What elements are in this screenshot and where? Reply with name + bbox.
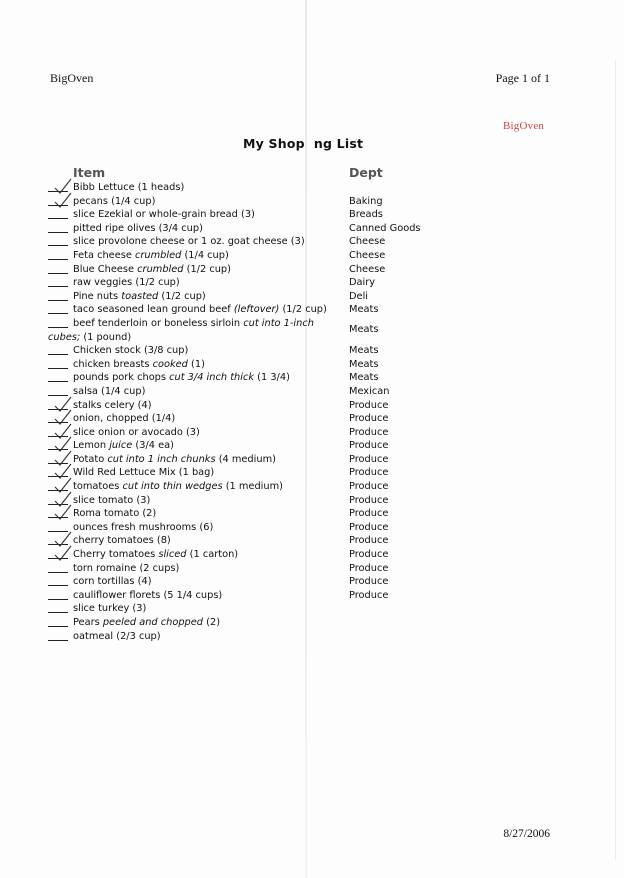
list-item [48, 303, 568, 317]
list-item [48, 602, 568, 616]
checkbox-line[interactable] [48, 249, 68, 260]
item-dept: Produce [349, 589, 389, 601]
checkbox-line[interactable] [48, 480, 68, 491]
checkbox-line[interactable] [48, 290, 68, 301]
item-dept: Produce [349, 467, 389, 479]
list-item [48, 575, 568, 589]
item-dept: Produce [349, 549, 389, 561]
column-header-item: Item [73, 165, 106, 180]
item-text: Lemon juice (3/4 ea) [73, 440, 174, 452]
item-text: slice turkey (3) [73, 603, 147, 615]
bigoven-logo: BigOven [503, 120, 545, 132]
item-dept: Produce [349, 440, 389, 452]
list-item [48, 616, 568, 630]
item-text: Feta cheese crumbled (1/4 cup) [73, 249, 229, 261]
checkbox-line[interactable] [48, 466, 68, 477]
checkbox-line[interactable] [48, 453, 68, 464]
item-text: Chicken stock (3/8 cup) [73, 345, 189, 357]
list-item [48, 371, 568, 385]
item-dept: Meats [349, 304, 379, 316]
checkbox-line[interactable] [48, 235, 68, 246]
list-item [48, 494, 568, 508]
item-dept: Produce [349, 562, 389, 574]
item-text: stalks celery (4) [73, 399, 152, 411]
item-text: pounds pork chops cut 3/4 inch thick (1 3/4) [73, 372, 290, 384]
list-item [48, 412, 568, 426]
item-text: Bibb Lettuce (1 heads) [73, 182, 185, 193]
item-dept: Produce [349, 494, 389, 506]
item-text: onion, chopped (1/4) [73, 413, 176, 425]
list-item [48, 195, 568, 209]
checkbox-line[interactable] [48, 222, 68, 233]
page-number: Page 1 of 1 [495, 71, 550, 85]
checkbox-line[interactable] [48, 602, 68, 613]
item-dept: Deli [349, 290, 369, 302]
item-dept: Produce [349, 535, 389, 547]
checkbox-line[interactable] [48, 344, 68, 355]
checkbox-line[interactable] [48, 548, 68, 559]
list-item [48, 263, 568, 277]
checkbox-line[interactable] [48, 276, 68, 287]
checkbox-line[interactable] [48, 439, 68, 450]
item-dept: Meats [349, 358, 379, 370]
item-text: taco seasoned lean ground beef (leftover) (1/2 cup) [73, 304, 327, 316]
item-text: raw veggies (1/2 cup) [73, 277, 180, 289]
list-item [48, 344, 568, 358]
checkbox-line[interactable] [48, 385, 68, 396]
list-item [48, 235, 568, 249]
checkbox-line[interactable] [48, 303, 68, 314]
list-item [48, 222, 568, 236]
item-dept: Meats [349, 345, 379, 357]
list-item [48, 358, 568, 372]
list-item [48, 521, 568, 535]
item-text: oatmeal (2/3 cup) [73, 630, 161, 642]
item-dept: Dairy [349, 277, 376, 289]
item-dept: Baking [349, 195, 383, 207]
item-dept: Produce [349, 481, 389, 493]
item-text: slice Ezekial or whole-grain bread (3) [73, 209, 255, 221]
checkbox-line[interactable] [48, 412, 68, 423]
checkbox-line[interactable] [48, 589, 68, 600]
item-text: corn tortillas (4) [73, 576, 152, 588]
checkbox-line[interactable] [48, 399, 68, 410]
checkbox-line[interactable] [48, 521, 68, 532]
item-dept: Produce [349, 399, 389, 411]
item-text: Potato cut into 1 inch chunks (4 medium) [73, 453, 276, 465]
print-date: 8/27/2006 [503, 828, 550, 840]
list-item [48, 385, 568, 399]
checkbox-line[interactable] [48, 630, 68, 641]
item-text: slice provolone cheese or 1 oz. goat cheese (3) [73, 236, 305, 248]
item-dept: Meats [349, 323, 379, 335]
list-item [48, 290, 568, 304]
column-header-dept: Dept [349, 165, 383, 180]
item-dept: Meats [349, 372, 379, 384]
item-text: slice tomato (3) [73, 494, 151, 506]
item-text: Pears peeled and chopped (2) [73, 617, 221, 628]
checkbox-line[interactable] [48, 575, 68, 586]
list-item [48, 589, 568, 603]
item-text: pecans (1/4 cup) [73, 195, 156, 207]
page-title: My Shop ng List [243, 136, 364, 151]
list-item [48, 317, 568, 344]
list-item [48, 439, 568, 453]
list-item [48, 453, 568, 467]
checkbox-line[interactable] [48, 195, 68, 206]
checkbox-line[interactable] [48, 208, 68, 219]
item-text: slice onion or avocado (3) [73, 426, 200, 438]
item-text: torn romaine (2 cups) [73, 562, 180, 574]
item-text: Wild Red Lettuce Mix (1 bag) [73, 467, 215, 479]
item-dept: Canned Goods [349, 222, 421, 234]
list-item [48, 507, 568, 521]
item-text: pitted ripe olives (3/4 cup) [73, 222, 203, 234]
item-dept: Produce [349, 426, 389, 438]
list-item [48, 276, 568, 290]
list-item [48, 480, 568, 494]
item-dept: Produce [349, 413, 389, 425]
item-dept: Produce [349, 521, 389, 533]
item-text: cauliflower florets (5 1/4 cups) [73, 589, 223, 601]
item-text: Roma tomato (2) [73, 508, 157, 520]
list-item [48, 630, 568, 644]
list-item [48, 426, 568, 440]
item-text: ounces fresh mushrooms (6) [73, 521, 214, 533]
checkbox-line[interactable] [48, 562, 68, 573]
item-text: tomatoes cut into thin wedges (1 medium) [73, 481, 283, 493]
list-item [48, 399, 568, 413]
item-text: salsa (1/4 cup) [73, 385, 146, 397]
checkbox-line[interactable] [48, 181, 68, 192]
checkbox-line[interactable] [48, 534, 68, 545]
item-dept: Cheese [349, 249, 386, 261]
item-dept: Cheese [349, 263, 386, 275]
item-text: Pine nuts toasted (1/2 cup) [73, 290, 206, 302]
checkbox-line[interactable] [48, 426, 68, 437]
site-name: BigOven [50, 71, 94, 85]
item-dept: Produce [349, 508, 389, 520]
list-item [48, 249, 568, 263]
item-dept: Mexican [349, 385, 390, 397]
list-item [48, 208, 568, 222]
checkbox-line[interactable] [48, 358, 68, 369]
item-dept: Breads [349, 209, 383, 221]
item-dept: Produce [349, 576, 389, 588]
item-text: chicken breasts cooked (1) [73, 358, 205, 370]
paper-edge [615, 60, 616, 860]
checkbox-line[interactable] [48, 507, 68, 518]
list-item [48, 181, 568, 195]
item-text: cherry tomatoes (8) [73, 535, 171, 547]
list-item [48, 562, 568, 576]
item-dept: Produce [349, 453, 389, 465]
checkbox-line[interactable] [48, 494, 68, 505]
shopping-list [48, 181, 568, 643]
checkbox-line[interactable] [48, 371, 68, 382]
item-text: Blue Cheese crumbled (1/2 cup) [73, 263, 231, 275]
checkbox-line[interactable] [48, 616, 68, 627]
checkbox-line[interactable] [48, 263, 68, 274]
list-item [48, 548, 568, 562]
item-text: Cherry tomatoes sliced (1 carton) [73, 549, 239, 561]
item-text: beef tenderloin or boneless sirloin cut into 1-inch cubes; (1 pound) [48, 317, 314, 343]
list-item [48, 534, 568, 548]
item-dept: Cheese [349, 236, 386, 248]
list-item [48, 466, 568, 480]
